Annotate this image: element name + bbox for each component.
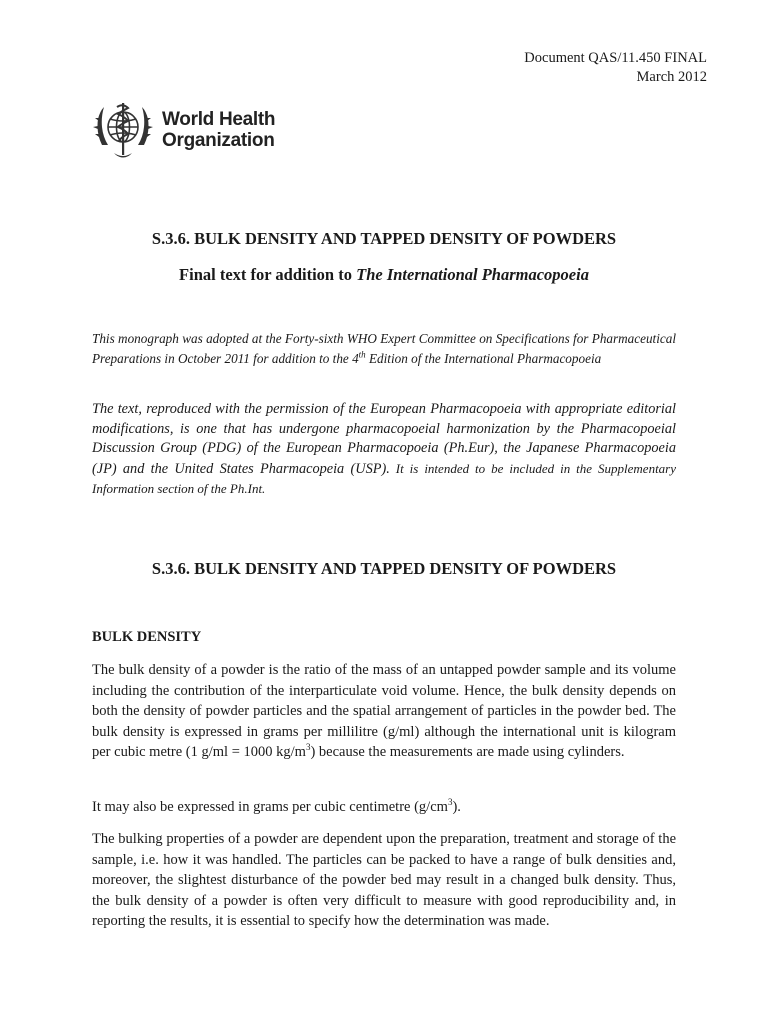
paragraph-bulk-density-definition	[92, 660, 676, 763]
adoption-note	[92, 329, 676, 369]
paragraph1-text: The bulk density of a powder is the ratio of the mass of an untapped powder sample and its volume including the contribution of the interparticulate void volume. Hence, the bulk density depends on both the density of powder particles and the spatial arrangement of particles in the powder bed. The bulk density is expressed in grams per millilitre (g/ml) although the international unit is kilogram per cubic metre (1 g/ml = 1000 kg/m	[92, 662, 676, 760]
adoption-note-text: This monograph was adopted at the Forty-sixth WHO Expert Committee on Specifications for Pharmaceutical Preparations in October 2011 for addition to the 4	[92, 331, 676, 366]
subtitle-prefix: Final text for addition to	[179, 265, 357, 284]
document-title: S.3.6. BULK DENSITY AND TAPPED DENSITY OF POWDERS	[151, 229, 617, 248]
document-date: March 2012	[636, 69, 707, 85]
reproduction-note	[92, 400, 676, 500]
who-logo-text	[162, 109, 275, 151]
paragraph1-text-end: ) because the measurements are made using cylinders.	[310, 744, 625, 760]
section-title: S.3.6. BULK DENSITY AND TAPPED DENSITY OF POWDERS	[151, 559, 617, 578]
subtitle-publication: The International Pharmacopoeia	[356, 265, 589, 284]
document-subtitle	[0, 265, 768, 285]
paragraph2-text-end: ).	[452, 799, 461, 815]
document-id: Document QAS/11.450 FINAL	[524, 50, 707, 66]
logo-line-1: World Health	[162, 109, 276, 130]
document-reference	[524, 49, 707, 87]
logo-line-2: Organization	[162, 130, 275, 151]
paragraph2-superscript: 3	[447, 797, 453, 808]
who-emblem-icon	[90, 97, 156, 163]
who-logo	[90, 97, 275, 163]
adoption-note-text-end: Edition of the International Pharmacopoeia	[365, 351, 602, 366]
adoption-note-superscript: th	[358, 349, 366, 360]
reproduction-note-text: The text, reproduced with the permission of the European Pharmacopoeia with appropriate editorial modifications, is one that has undergone pharmacopoeial harmonization by the Pharmacopoeial Discussion Group (PDG) of the European Pharmacopoeia (Ph.Eur), the Japanese Pharmacopoeia (JP) and the United States Pharmacopeia (USP).	[92, 401, 676, 477]
paragraph1-superscript: 3	[305, 742, 311, 753]
reproduction-note-tail: It is intended to be included in the Supplementary Information section of the Ph.Int.	[92, 460, 677, 496]
paragraph-units	[92, 797, 676, 818]
paragraph-bulking-properties: The bulking properties of a powder are dependent upon the preparation, treatment and storage of the sample, i.e. how it was handled. The particles can be packed to have a range of bulk densities and, moreover, the slightest disturbance of the powder bed may result in a changed bulk density. Thus, the bulk density of a powder is often very difficult to measure with good reproducibility and, in reporting the results, it is essential to specify how the determination was made.	[92, 831, 676, 929]
paragraph2-text: It may also be expressed in grams per cubic centimetre (g/cm	[92, 799, 448, 815]
section-heading-bulk-density: BULK DENSITY	[92, 629, 202, 645]
